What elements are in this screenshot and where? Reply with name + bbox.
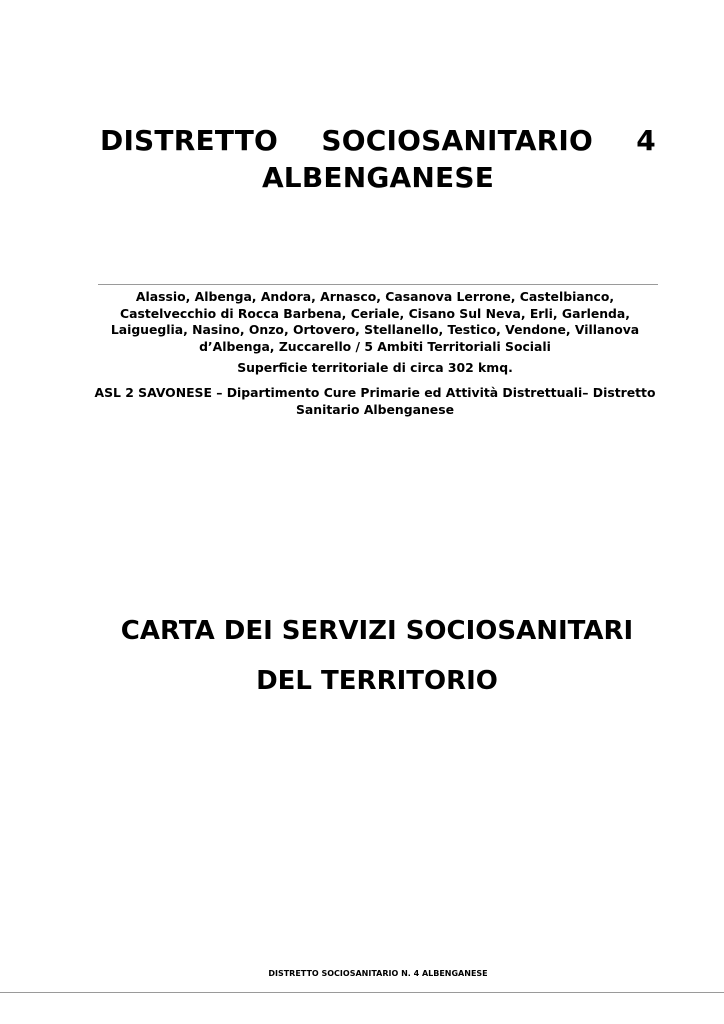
title-word-number: 4 — [636, 124, 656, 157]
asl-department-text: ASL 2 SAVONESE – Dipartimento Cure Primarie ed Attività Distrettuali– Distretto Sanitario Albenganese — [94, 385, 656, 417]
carta-title-line-2: DEL TERRITORIO — [256, 666, 498, 696]
page-title — [100, 122, 656, 196]
title-word-sociosanitario: SOCIOSANITARIO — [321, 124, 593, 157]
header-divider — [98, 284, 658, 285]
footer-divider — [0, 992, 724, 993]
carta-title-line-1: CARTA DEI SERVIZI SOCIOSANITARI — [120, 616, 634, 646]
surface-area-text: Superficie territoriale di circa 302 kmq. — [237, 360, 513, 375]
page-footer: DISTRETTO SOCIOSANITARIO N. 4 ALBENGANESE — [268, 969, 488, 978]
title-line-2: ALBENGANESE — [261, 161, 495, 194]
title-word-distretto: DISTRETTO — [100, 124, 279, 157]
title-line-1 — [100, 122, 656, 159]
municipalities-list: Alassio, Albenga, Andora, Arnasco, Casanova Lerrone, Castelbianco, Castelvecchio di Rocca Barbena, Ceriale, Cisano Sul Neva, Erli, Garlenda, Laigueglia, Nasino, Onzo, Ortovero, Stellanello, Testico, Vendone, Villanova d’Albenga, Zuccarello / 5 Ambiti Territoriali Sociali — [110, 289, 640, 354]
